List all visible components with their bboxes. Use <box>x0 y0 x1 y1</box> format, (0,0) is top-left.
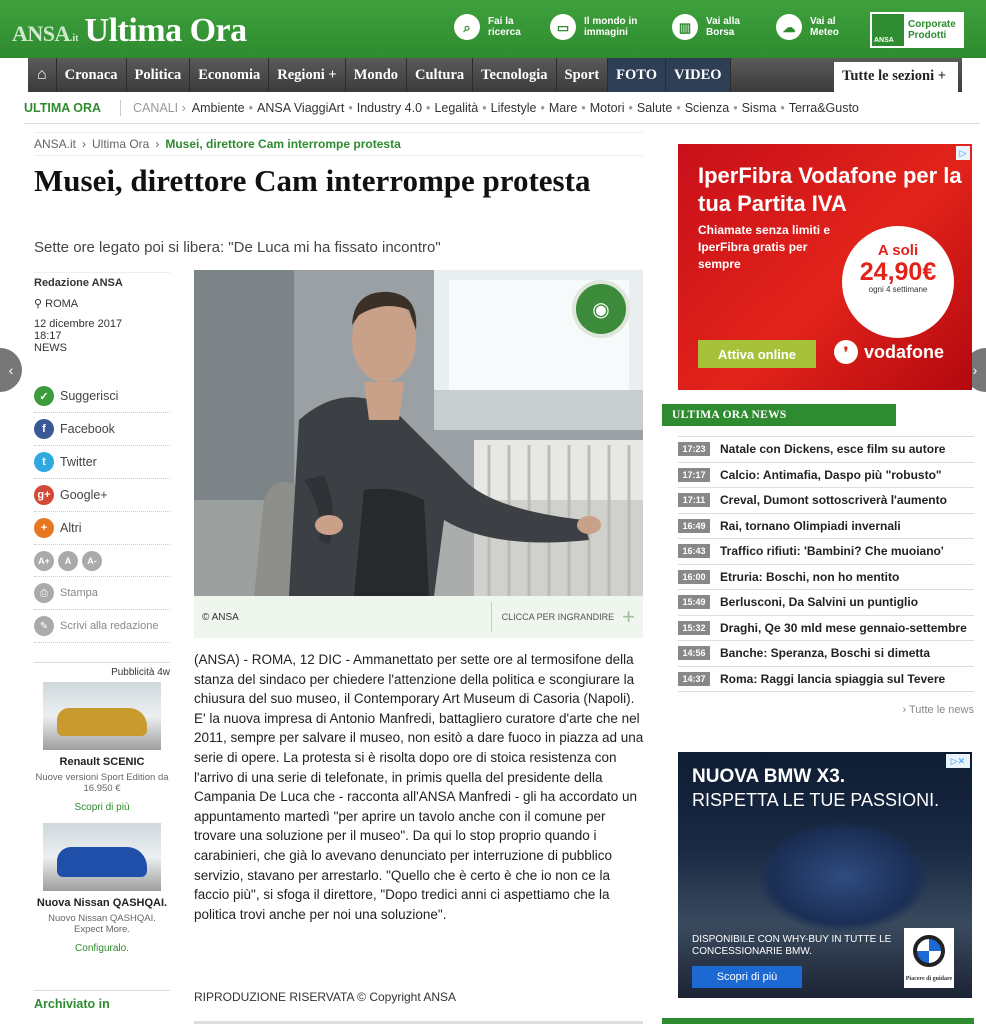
ad-label: Pubblicità 4w <box>111 667 170 678</box>
share-google-plus[interactable] <box>34 479 170 512</box>
news-item[interactable] <box>678 463 974 489</box>
next-article-arrow[interactable]: › <box>964 348 986 392</box>
left-ads <box>34 662 170 964</box>
news-time: 17:17 <box>678 468 710 482</box>
news-title: Draghi, Qe 30 mld mese gennaio-settembre <box>720 620 967 635</box>
nav-mondo[interactable]: Mondo <box>346 58 407 92</box>
news-time: 17:11 <box>678 493 710 507</box>
news-title: Etruria: Boschi, non ho mentito <box>720 569 900 584</box>
news-title: Creval, Dumont sottoscriverà l'aumento <box>720 493 947 508</box>
font-decrease-button[interactable]: A- <box>82 551 102 571</box>
news-item[interactable] <box>678 616 974 642</box>
channel-link[interactable]: Motori <box>589 100 625 115</box>
enlarge-photo-link[interactable]: CLICCA PER INGRANDIRE <box>491 602 615 632</box>
news-time: 14:37 <box>678 672 710 686</box>
bmw-ad-headline: NUOVA BMW X3. <box>692 766 846 787</box>
news-time: 14:56 <box>678 646 710 660</box>
search-link-label: Fai la ricerca <box>488 16 521 38</box>
adchoices-icon[interactable]: ▷✕ <box>946 754 970 768</box>
sidebar-section-strip <box>662 1018 974 1024</box>
vodafone-logo-icon: ❜ <box>834 340 858 364</box>
renault-ad-image[interactable] <box>43 682 161 750</box>
channel-link[interactable]: Ambiente <box>191 100 245 115</box>
twitter-icon: t <box>34 452 54 472</box>
google-plus-icon: g+ <box>34 485 54 505</box>
channels-nav: ULTIMA ORA CANALI › Ambiente • ANSA ViaggiArt • Industry 4.0 • Legalità • Lifestyle • Mare • Motori • Salute • Scienza • Sisma • Terra&Gusto <box>24 92 980 124</box>
logo-title: Ultima Ora <box>84 12 247 49</box>
article-time: 18:17 <box>34 330 62 342</box>
print-icon: ⎙ <box>34 583 54 603</box>
pencil-icon: ✎ <box>34 616 54 636</box>
channel-link[interactable]: Salute <box>636 100 673 115</box>
copyright-notice: RIPRODUZIONE RISERVATA © Copyright ANSA <box>194 990 457 1004</box>
news-title: Calcio: Antimafia, Daspo più "robusto" <box>720 467 942 482</box>
news-title: Roma: Raggi lancia spiaggia sul Tevere <box>720 671 946 686</box>
camera-icon[interactable]: ◉ <box>572 280 630 338</box>
vodafone-brand: vodafone <box>864 341 945 362</box>
meteo-link[interactable] <box>776 14 839 40</box>
news-item[interactable] <box>678 667 974 693</box>
location-pin-icon: ⚲ <box>34 298 43 310</box>
facebook-icon: f <box>34 419 54 439</box>
share-twitter[interactable] <box>34 446 170 479</box>
channel-link[interactable]: Scienza <box>684 100 730 115</box>
channel-link[interactable]: Industry 4.0 <box>356 100 423 115</box>
nissan-ad-image[interactable] <box>43 823 161 891</box>
chart-icon: ▥ <box>672 14 698 40</box>
search-link[interactable] <box>454 14 521 40</box>
share-label: Twitter <box>60 455 97 469</box>
bmw-roundel-icon <box>913 935 945 967</box>
breadcrumb-current: Musei, direttore Cam interrompe protesta <box>165 137 401 151</box>
news-title: Banche: Speranza, Boschi si dimetta <box>720 646 931 661</box>
write-editor-button[interactable] <box>34 610 170 643</box>
news-item[interactable] <box>678 565 974 591</box>
vodafone-ad-text: Chiamate senza limiti e IperFibra gratis per sempre <box>698 223 831 271</box>
plus-icon: + <box>34 518 54 538</box>
price-value: 24,90€ <box>859 258 937 286</box>
news-time: 15:32 <box>678 621 710 635</box>
article-author: Redazione ANSA <box>34 277 123 289</box>
main-nav <box>28 58 962 92</box>
bmw-car-image <box>758 822 928 932</box>
nav-economia[interactable]: Economia <box>190 58 269 92</box>
share-suggerisci[interactable] <box>34 380 170 413</box>
latest-news-header: ULTIMA ORA NEWS <box>662 404 896 426</box>
vodafone-price-badge <box>842 226 954 338</box>
images-link[interactable] <box>550 14 637 40</box>
share-label: Google+ <box>60 488 108 502</box>
all-sections-button[interactable]: Tutte le sezioni + <box>834 62 958 92</box>
borsa-link[interactable] <box>672 14 740 40</box>
article-date: 12 dicembre 2017 <box>34 318 123 330</box>
subnav-divider <box>120 100 121 116</box>
breadcrumb-separator: › <box>82 137 87 151</box>
news-time: 16:49 <box>678 519 710 533</box>
news-list <box>678 436 974 692</box>
news-item[interactable] <box>678 488 974 514</box>
all-news-link[interactable]: › Tutte le news <box>902 704 974 716</box>
nissan-ad-desc: Nuovo Nissan QASHQAI. Expect More. <box>48 913 156 935</box>
weather-icon: ☁ <box>776 14 802 40</box>
news-title: Natale con Dickens, esce film su autore <box>720 442 946 457</box>
nissan-ad-title[interactable]: Nuova Nissan QASHQAI. <box>36 897 168 909</box>
globe-icon: ▭ <box>550 14 576 40</box>
nav-politica[interactable]: Politica <box>127 58 191 92</box>
channel-link[interactable]: Legalità <box>434 100 479 115</box>
channel-link[interactable]: Lifestyle <box>490 100 537 115</box>
channel-link[interactable]: Terra&Gusto <box>788 100 859 115</box>
news-time: 16:00 <box>678 570 710 584</box>
photo-credit: © ANSA <box>202 611 239 623</box>
borsa-link-label: Vai alla Borsa <box>706 16 740 38</box>
adchoices-icon[interactable]: ▷ <box>956 146 970 160</box>
subnav-ultima-ora[interactable]: ULTIMA ORA <box>24 100 102 115</box>
logo-it: .it <box>69 33 79 44</box>
corporate-link[interactable] <box>870 12 964 48</box>
vodafone-ad[interactable] <box>678 144 972 390</box>
latest-news <box>662 404 974 716</box>
renault-ad-title[interactable]: Renault SCENIC <box>59 756 145 768</box>
news-item[interactable] <box>678 590 974 616</box>
share-facebook[interactable] <box>34 413 170 446</box>
share-label: Facebook <box>60 422 115 436</box>
price-suffix: ogni 4 settimane <box>868 285 928 294</box>
vodafone-cta-button[interactable]: Attiva online <box>698 340 816 368</box>
renault-ad-link[interactable]: Scopri di più <box>74 802 130 813</box>
news-item[interactable] <box>678 539 974 565</box>
search-icon: ⌕ <box>454 14 480 40</box>
meteo-link-label: Vai al Meteo <box>810 16 839 38</box>
price-prefix: A soli <box>877 242 919 259</box>
top-header <box>0 0 986 58</box>
news-item[interactable] <box>678 437 974 463</box>
nav-video[interactable]: VIDEO <box>666 58 731 92</box>
plus-icon[interactable]: + <box>622 604 635 629</box>
corporate-label: Corporate Prodotti <box>908 19 956 41</box>
article-meta <box>34 272 170 354</box>
bmw-ad-tagline: RISPETTA LE TUE PASSIONI. <box>692 790 940 810</box>
share-altri[interactable] <box>34 512 170 545</box>
nav-foto[interactable]: FOTO <box>608 58 666 92</box>
archived-in-heading: Archiviato in <box>34 990 170 1011</box>
nav-cronaca[interactable]: Cronaca <box>57 58 127 92</box>
write-label: Scrivi alla redazione <box>60 620 159 632</box>
site-logo[interactable] <box>12 12 247 50</box>
news-item[interactable] <box>678 514 974 540</box>
print-label: Stampa <box>60 587 98 599</box>
nav-sport[interactable]: Sport <box>557 58 609 92</box>
renault-ad-desc: Nuove versioni Sport Edition da 16.950 € <box>35 772 169 794</box>
bmw-logo-caption: Piacere di guidare <box>905 975 953 982</box>
news-time: 17:23 <box>678 442 710 456</box>
thumbs-up-icon: ✓ <box>34 386 54 406</box>
nissan-ad-link[interactable]: Configuralo. <box>75 943 129 954</box>
news-time: 15:49 <box>678 595 710 609</box>
bmw-ad[interactable] <box>678 752 972 998</box>
logo-ansa: ANSA <box>12 21 70 46</box>
news-title: Traffico rifiuti: 'Bambini? Che muoiano' <box>720 544 944 559</box>
share-label: Altri <box>60 521 82 535</box>
breadcrumb-separator: › <box>155 137 160 151</box>
channel-link[interactable]: Sisma <box>741 100 777 115</box>
ansa-badge: ANSA <box>872 14 904 46</box>
font-size-controls <box>34 545 170 577</box>
nav-regioni[interactable]: Regioni + <box>269 58 345 92</box>
share-label: Suggerisci <box>60 389 119 403</box>
bmw-cta-button[interactable]: Scopri di più <box>692 966 802 988</box>
article-location: ⚲ ROMA <box>34 298 79 310</box>
vodafone-logo <box>834 340 944 364</box>
print-button[interactable] <box>34 577 170 610</box>
subnav-canali[interactable]: CANALI › <box>133 100 186 115</box>
font-increase-button[interactable]: A+ <box>34 551 54 571</box>
images-link-label: Il mondo in immagini <box>584 16 638 38</box>
channel-link[interactable]: Mare <box>548 100 578 115</box>
breadcrumb <box>34 132 643 156</box>
news-item[interactable] <box>678 641 974 667</box>
nav-cultura[interactable]: Cultura <box>407 58 473 92</box>
news-title: Rai, tornano Olimpiadi invernali <box>720 518 901 533</box>
prev-article-arrow[interactable]: ‹ <box>0 348 22 392</box>
article-category: NEWS <box>34 342 67 354</box>
article-body: (ANSA) - ROMA, 12 DIC - Ammanettato per sette ore al termosifone della stanza del sindaco per chiedere l'attenzione della politica e scongiurare la chiusura del suo museo, il Contemporary Art Museum di Casoria (Napoli). E' la nuova impresa di Antonio Manfredi, battagliero curatore d'arte che nel 2011, sempre per salvare il museo, non esitò a dare fuoco in piazza ad una serie di opere. La protesta si è risolta dopo ore di stoica resistenza con l'arrivo di una serie di telefonate, in primis quella del presidente della Campania De Luca che - racconta all'ANSA Manfredi - gli ha accordato un appuntamento martedì "per aprire un tavolo anche con il comune per trovare una soluzione per il museo". Da qui lo stop proprio quando i carabinieri, che già lo avevano denunciato per interruzione di pubblico servizio, stavano per arrestarlo. "Quello che è certo è che io non ce la faccio più", si sfoga il direttore, "Dopo tredici anni ci aspettiamo che la politica trovi anche per noi una soluzione". <box>194 652 644 922</box>
font-reset-button[interactable]: A <box>58 551 78 571</box>
photo-caption-bar <box>194 596 643 638</box>
breadcrumb-section[interactable]: Ultima Ora <box>92 137 150 151</box>
nav-tecnologia[interactable]: Tecnologia <box>473 58 556 92</box>
bmw-ad-text: DISPONIBILE CON WHY-BUY IN TUTTE LE CONCESSIONARIE BMW. <box>692 934 892 957</box>
channel-link[interactable]: ANSA ViaggiArt <box>257 100 345 115</box>
article-subtitle: Sette ore legato poi si libera: "De Luca mi ha fissato incontro" <box>34 239 441 256</box>
news-time: 16:43 <box>678 544 710 558</box>
news-title: Berlusconi, Da Salvini un puntiglio <box>720 595 919 610</box>
breadcrumb-home[interactable]: ANSA.it <box>34 137 77 151</box>
bmw-logo <box>904 928 954 988</box>
share-panel <box>34 380 170 643</box>
article-title: Musei, direttore Cam interrompe protesta <box>34 163 591 198</box>
vodafone-ad-headline: IperFibra Vodafone per la tua Partita IVA <box>698 163 962 216</box>
home-icon[interactable]: ⌂ <box>28 58 57 92</box>
